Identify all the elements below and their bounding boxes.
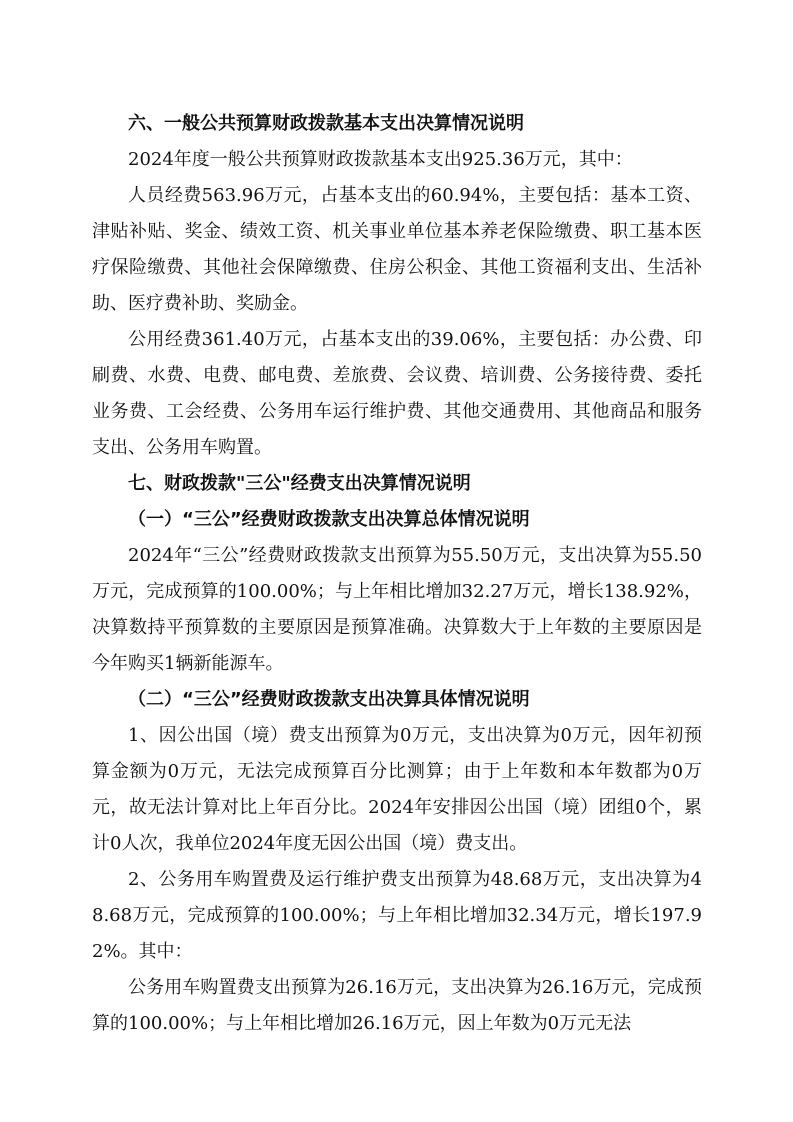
document-body xyxy=(92,106,702,1042)
subsection-heading-1: （一）“三公”经费财政拨款支出决算总体情况说明 xyxy=(128,509,530,530)
paragraph-personnel-expenses: 人员经费563.96万元，占基本支出的60.94%，主要包括：基本工资、津贴补贴、奖金、绩效工资、机关事业单位基本养老保险缴费、职工基本医疗保险缴费、其他社会保障缴费、住房公积金、其他工资福利支出、生活补助、医疗费补助、奖励金。 xyxy=(92,185,702,314)
paragraph-basic-expenditure-total: 2024年度一般公共预算财政拨款基本支出925.36万元，其中： xyxy=(128,149,633,170)
paragraph-vehicle-expenses: 2、公务用车购置费及运行维护费支出预算为48.68万元，支出决算为48.68万元，完成预算的100.00%；与上年相比增加32.34万元，增长197.92%。其中： xyxy=(92,869,702,962)
paragraph-vehicle-purchase: 公务用车购置费支出预算为26.16万元，支出决算为26.16万元，完成预算的100.00%；与上年相比增加26.16万元，因上年数为0万元无法 xyxy=(92,977,702,1034)
section-heading-7: 七、财政拨款"三公"经费支出决算情况说明 xyxy=(128,473,471,494)
section-heading-6: 六、一般公共预算财政拨款基本支出决算情况说明 xyxy=(128,113,524,134)
subsection-heading-2: （二）“三公”经费财政拨款支出决算具体情况说明 xyxy=(128,689,530,710)
paragraph-three-public-overall: 2024年“三公”经费财政拨款支出预算为55.50万元，支出决算为55.50万元，完成预算的100.00%；与上年相比增加32.27万元，增长138.92%，决算数持平预算数的主要原因是预算准确。决算数大于上年数的主要原因是今年购买1辆新能源车。 xyxy=(92,545,702,674)
paragraph-public-expenses: 公用经费361.40万元，占基本支出的39.06%，主要包括：办公费、印刷费、水费、电费、邮电费、差旅费、会议费、培训费、公务接待费、委托业务费、工会经费、公务用车运行维护费、其他交通费用、其他商品和服务支出、公务用车购置。 xyxy=(92,329,702,458)
paragraph-overseas-travel: 1、因公出国（境）费支出预算为0万元，支出决算为0万元，因年初预算金额为0万元，无法完成预算百分比测算；由于上年数和本年数都为0万元，故无法计算对比上年百分比。2024年安排因公出国（境）团组0个，累计0人次，我单位2024年度无因公出国（境）费支出。 xyxy=(92,725,702,854)
